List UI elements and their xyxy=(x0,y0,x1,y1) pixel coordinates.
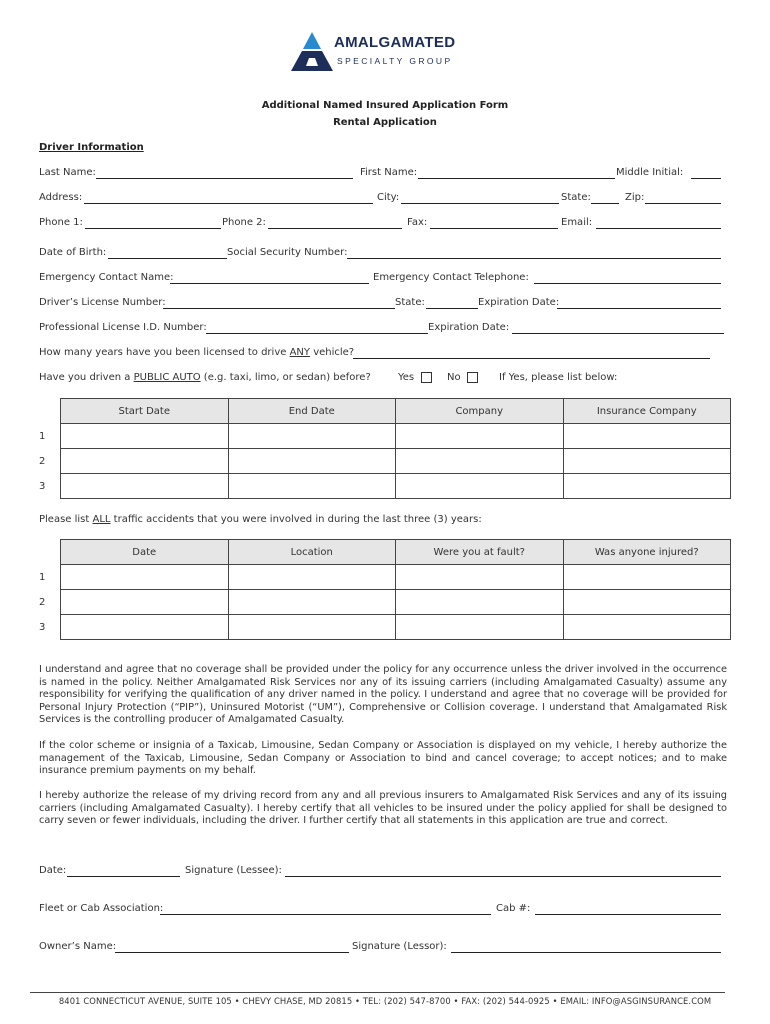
header-location: Location xyxy=(228,540,396,565)
table-row xyxy=(61,565,731,590)
table-row xyxy=(61,474,731,499)
cab-number-field[interactable] xyxy=(535,914,721,915)
table-cell[interactable] xyxy=(61,424,229,449)
table-row xyxy=(61,424,731,449)
table-cell[interactable] xyxy=(228,615,396,640)
table-cell[interactable] xyxy=(563,474,731,499)
address-field[interactable] xyxy=(84,203,373,204)
table-cell[interactable] xyxy=(563,565,731,590)
row-professional-license xyxy=(39,322,724,336)
header-end-date: End Date xyxy=(228,399,396,424)
state-label: State: xyxy=(561,192,591,203)
certification-paragraph: I hereby authorize the release of my driving record from any and all previous insurers to Amalgamated Risk Services and any of its issuing carriers (including Amalgamated Casualty). I hereby certify that all vehicles to be insured under the policy applied for shall be designed to carry seven or fewer individuals, including the driver. I further certify that all statements in this application are true and correct. xyxy=(39,790,727,827)
email-field[interactable] xyxy=(596,228,721,229)
row-fleet-cab xyxy=(39,903,724,917)
row-number: 1 xyxy=(39,431,46,442)
accidents-table xyxy=(60,539,731,640)
table-cell[interactable] xyxy=(228,424,396,449)
phone1-label: Phone 1: xyxy=(39,217,83,228)
header-at-fault: Were you at fault? xyxy=(396,540,564,565)
lessor-signature-field[interactable] xyxy=(451,952,721,953)
row-number: 1 xyxy=(39,572,46,583)
table-cell[interactable] xyxy=(396,449,564,474)
no-checkbox[interactable] xyxy=(467,372,478,383)
coverage-agreement-paragraph: I understand and agree that no coverage shall be provided under the policy for any occurrence unless the driver involved in the occurrence is named in the policy. Neither Amalgamated Risk Services nor any of its issuing carriers (including Amalgamated Casualty) assume any responsibility for verifying the qualification of any driver named in the policy. I understand and agree that no coverage will be provided for Personal Injury Protection (“PIP”), Uninsured Motorist (“UM”), Comprehensive or Collision coverage. I understand that Amalgamated Risk Services is the controlling producer of Amalgamated Casualty. xyxy=(39,664,727,726)
row-number: 3 xyxy=(39,481,46,492)
dob-field[interactable] xyxy=(108,258,227,259)
table1-row-numbers xyxy=(39,424,51,499)
section-heading-driver-info: Driver Information xyxy=(39,142,144,153)
dl-expiration-label: Expiration Date: xyxy=(478,297,560,308)
owner-name-label: Owner’s Name: xyxy=(39,941,117,952)
table-cell[interactable] xyxy=(61,590,229,615)
prof-license-field[interactable] xyxy=(206,333,428,334)
table-cell[interactable] xyxy=(563,449,731,474)
table-header-row xyxy=(61,540,731,565)
row-license xyxy=(39,297,724,311)
row-emergency xyxy=(39,272,724,286)
phone2-label: Phone 2: xyxy=(222,217,266,228)
row-date-signature xyxy=(39,865,724,879)
header-company: Company xyxy=(396,399,564,424)
years-licensed-question: How many years have you been licensed to drive ANY vehicle? xyxy=(39,347,355,358)
table-row xyxy=(61,615,731,640)
owner-name-field[interactable] xyxy=(115,952,349,953)
lessor-signature-label: Signature (Lessor): xyxy=(352,941,447,952)
accidents-question: Please list ALL traffic accidents that you were involved in during the last three (3) years: xyxy=(39,514,482,525)
ssn-field[interactable] xyxy=(347,258,721,259)
dl-state-label: State: xyxy=(395,297,425,308)
address-label: Address: xyxy=(39,192,83,203)
dl-number-label: Driver’s License Number: xyxy=(39,297,166,308)
zip-label: Zip: xyxy=(625,192,645,203)
table-cell[interactable] xyxy=(228,590,396,615)
ssn-label: Social Security Number: xyxy=(227,247,348,258)
yes-label: Yes xyxy=(398,372,415,383)
city-label: City: xyxy=(377,192,400,203)
triangle-logo-icon xyxy=(290,30,334,72)
footer-contact: 8401 CONNECTICUT AVENUE, SUITE 105 • CHEVY CHASE, MD 20815 • TEL: (202) 547-8700 • FAX: (202) 544-0925 • EMAIL: INFO@ASGINSURANCE.COM xyxy=(58,996,712,1006)
table-cell[interactable] xyxy=(61,565,229,590)
table-cell[interactable] xyxy=(563,590,731,615)
table-cell[interactable] xyxy=(396,615,564,640)
table-cell[interactable] xyxy=(396,424,564,449)
public-auto-question: Have you driven a PUBLIC AUTO (e.g. taxi, limo, or sedan) before? xyxy=(39,372,371,383)
cab-number-label: Cab #: xyxy=(496,903,531,914)
prof-expiration-field[interactable] xyxy=(512,333,724,334)
dl-number-field[interactable] xyxy=(163,308,395,309)
if-yes-note: If Yes, please list below: xyxy=(499,372,618,383)
table-cell[interactable] xyxy=(396,565,564,590)
fleet-association-label: Fleet or Cab Association: xyxy=(39,903,164,914)
first-name-field[interactable] xyxy=(418,178,615,179)
table-cell[interactable] xyxy=(396,474,564,499)
header-insurance-company: Insurance Company xyxy=(563,399,731,424)
header-date: Date xyxy=(61,540,229,565)
prof-license-label: Professional License I.D. Number: xyxy=(39,322,207,333)
row-names xyxy=(39,167,724,181)
table-cell[interactable] xyxy=(61,449,229,474)
row-address xyxy=(39,192,724,206)
email-label: Email: xyxy=(561,217,593,228)
table-row xyxy=(61,449,731,474)
logo-subtitle: SPECIALTY GROUP xyxy=(337,56,453,66)
table-cell[interactable] xyxy=(228,474,396,499)
table-cell[interactable] xyxy=(61,615,229,640)
date-field[interactable] xyxy=(67,876,180,877)
city-field[interactable] xyxy=(401,203,559,204)
header-start-date: Start Date xyxy=(61,399,229,424)
dl-expiration-field[interactable] xyxy=(557,308,721,309)
emergency-phone-field[interactable] xyxy=(534,283,721,284)
row-number: 2 xyxy=(39,597,46,608)
middle-initial-field[interactable] xyxy=(691,178,721,179)
footer-divider xyxy=(30,992,725,993)
logo-name: AMALGAMATED xyxy=(334,34,456,51)
yes-checkbox[interactable] xyxy=(421,372,432,383)
fax-field[interactable] xyxy=(430,228,558,229)
emergency-name-field[interactable] xyxy=(170,283,369,284)
table2-row-numbers xyxy=(39,565,51,640)
row-owner-signature xyxy=(39,941,724,955)
table-cell[interactable] xyxy=(61,474,229,499)
header-injured: Was anyone injured? xyxy=(563,540,731,565)
row-public-auto xyxy=(39,372,724,386)
authorization-paragraph: If the color scheme or insignia of a Taxicab, Limousine, Sedan Company or Association is displayed on my vehicle, I hereby authorize the management of the Taxicab, Limousine, Sedan Company or Association to bind and cancel coverage; to accept notices; and to make insurance premium payments on my behalf. xyxy=(39,740,727,777)
state-field[interactable] xyxy=(591,203,619,204)
form-subtitle: Rental Application xyxy=(333,117,437,128)
emergency-name-label: Emergency Contact Name: xyxy=(39,272,174,283)
table-cell[interactable] xyxy=(228,565,396,590)
phone1-field[interactable] xyxy=(85,228,221,229)
prof-expiration-label: Expiration Date: xyxy=(428,322,510,333)
row-dob-ssn xyxy=(39,247,724,261)
first-name-label: First Name: xyxy=(360,167,418,178)
last-name-label: Last Name: xyxy=(39,167,96,178)
lessee-signature-label: Signature (Lessee): xyxy=(185,865,282,876)
company-logo xyxy=(290,30,470,74)
row-accidents-question xyxy=(39,514,724,528)
last-name-field[interactable] xyxy=(96,178,353,179)
no-label: No xyxy=(447,372,461,383)
public-auto-table xyxy=(60,398,731,499)
table-cell[interactable] xyxy=(228,449,396,474)
years-licensed-field[interactable] xyxy=(353,358,710,359)
fax-label: Fax: xyxy=(407,217,428,228)
row-number: 2 xyxy=(39,456,46,467)
table-cell[interactable] xyxy=(396,590,564,615)
row-phones xyxy=(39,217,724,231)
table-header-row xyxy=(61,399,731,424)
emergency-phone-label: Emergency Contact Telephone: xyxy=(373,272,529,283)
fleet-association-field[interactable] xyxy=(160,914,491,915)
zip-field[interactable] xyxy=(645,203,721,204)
table-cell[interactable] xyxy=(563,424,731,449)
table-cell[interactable] xyxy=(563,615,731,640)
dl-state-field[interactable] xyxy=(426,308,478,309)
row-years-licensed xyxy=(39,347,724,361)
table-row xyxy=(61,590,731,615)
dob-label: Date of Birth: xyxy=(39,247,107,258)
date-label: Date: xyxy=(39,865,67,876)
middle-initial-label: Middle Initial: xyxy=(616,167,684,178)
phone2-field[interactable] xyxy=(268,228,402,229)
form-title: Additional Named Insured Application Form xyxy=(261,100,509,111)
lessee-signature-field[interactable] xyxy=(285,876,721,877)
row-number: 3 xyxy=(39,622,46,633)
